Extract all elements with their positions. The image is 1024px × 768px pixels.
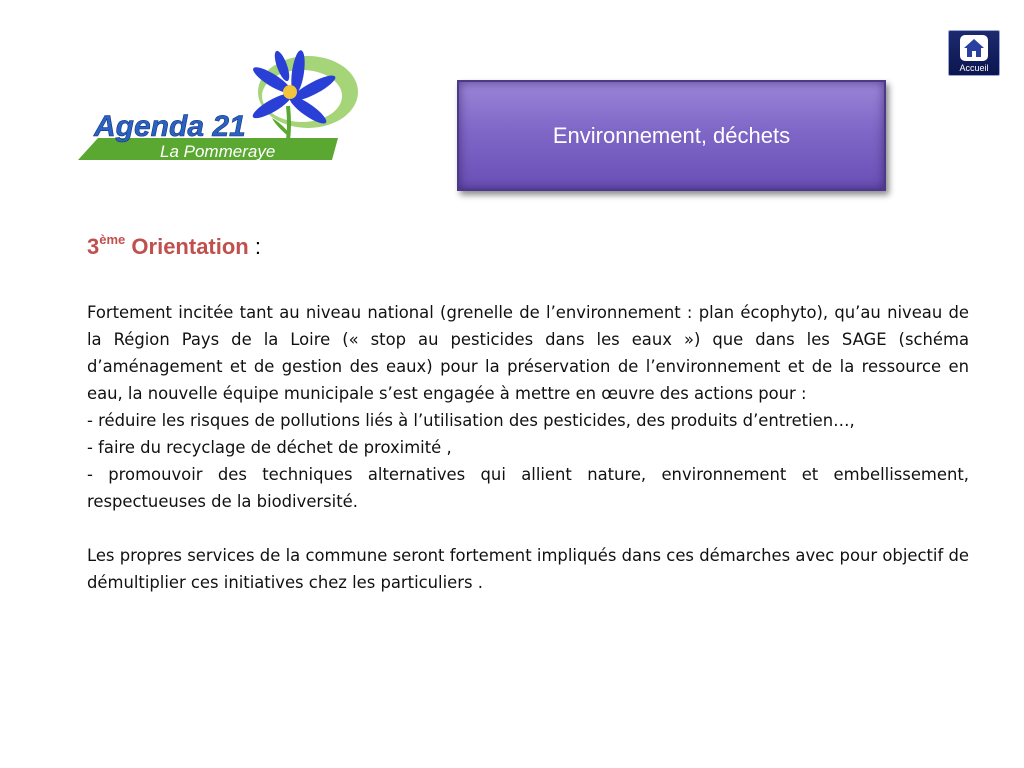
action-item: - faire du recyclage de déchet de proximité , bbox=[87, 438, 452, 457]
home-label: Accueil bbox=[959, 63, 989, 73]
home-icon bbox=[959, 34, 989, 62]
action-item: - réduire les risques de pollutions liés à l’utilisation des pesticides, des produits d’entretien…, bbox=[87, 411, 855, 430]
conclusion-paragraph: Les propres services de la commune seront fortement impliqués dans ces démarches avec pour objectif de démultiplier ces initiatives chez les particuliers . bbox=[87, 546, 969, 592]
body-text bbox=[87, 299, 969, 596]
title-banner bbox=[457, 80, 886, 191]
heading-suffix: ème bbox=[99, 232, 126, 247]
paragraph-spacer bbox=[87, 515, 969, 542]
agenda21-logo bbox=[76, 44, 366, 166]
orientation-heading bbox=[87, 232, 261, 260]
logo-brand-text: Agenda 21 bbox=[94, 110, 246, 143]
home-button[interactable] bbox=[948, 30, 1000, 76]
heading-word: Orientation bbox=[131, 234, 249, 259]
logo-town-text: La Pommeraye bbox=[160, 142, 276, 161]
heading-colon: : bbox=[248, 234, 261, 259]
heading-number: 3 bbox=[87, 234, 100, 259]
intro-paragraph: Fortement incitée tant au niveau national (grenelle de l’environnement : plan écophyto), qu’au niveau de la Région Pays de la Loire (« stop au pesticides dans les eaux ») que dans les SAGE (schéma d’aménagement et de gestion des eaux) pour la préservation de l’environnement et de la ressource en eau, la nouvelle équipe municipale s’est engagée à mettre en œuvre des actions pour : bbox=[87, 303, 969, 403]
action-item: - promouvoir des techniques alternatives qui allient nature, environnement et embellissement, respectueuses de la biodiversité. bbox=[87, 465, 969, 511]
banner-title: Environnement, déchets bbox=[552, 122, 791, 148]
